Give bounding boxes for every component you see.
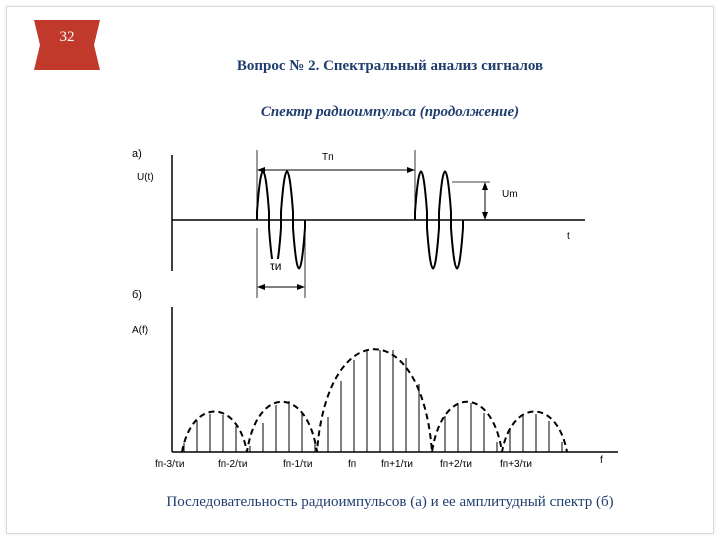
pulse-width-label: τи <box>270 259 282 273</box>
freq-label: fп+3/τи <box>500 459 532 470</box>
signal-axis-label: U(t) <box>133 170 158 185</box>
frequency-axis-label: f <box>600 455 603 466</box>
amplitude-label: Um <box>498 187 522 202</box>
spectral-lines <box>184 350 562 452</box>
slide-subtitle: Спектр радиоимпульса (продолжение) <box>260 104 520 120</box>
figure-caption: Последовательность радиоимпульсов (а) и ее амплитудный спектр (б) <box>166 494 614 510</box>
freq-label: fп+1/τи <box>381 459 413 470</box>
spectrum-axis-label: A(f) <box>128 323 152 338</box>
freq-label: fп-3/τи <box>155 459 185 470</box>
slide-number: 32 <box>59 29 75 45</box>
freq-label: fп-1/τи <box>283 459 313 470</box>
panel-b-label: б) <box>128 287 146 303</box>
freq-label: fп+2/τи <box>440 459 472 470</box>
spectrum-envelope <box>182 349 567 452</box>
freq-label: fп <box>348 459 357 470</box>
period-label: Tп <box>322 152 334 163</box>
freq-label: fп-2/τи <box>218 459 248 470</box>
panel-a-label: а) <box>128 146 146 162</box>
time-axis-label: t <box>563 229 574 244</box>
slide-title: Вопрос № 2. Спектральный анализ сигналов <box>236 58 544 74</box>
